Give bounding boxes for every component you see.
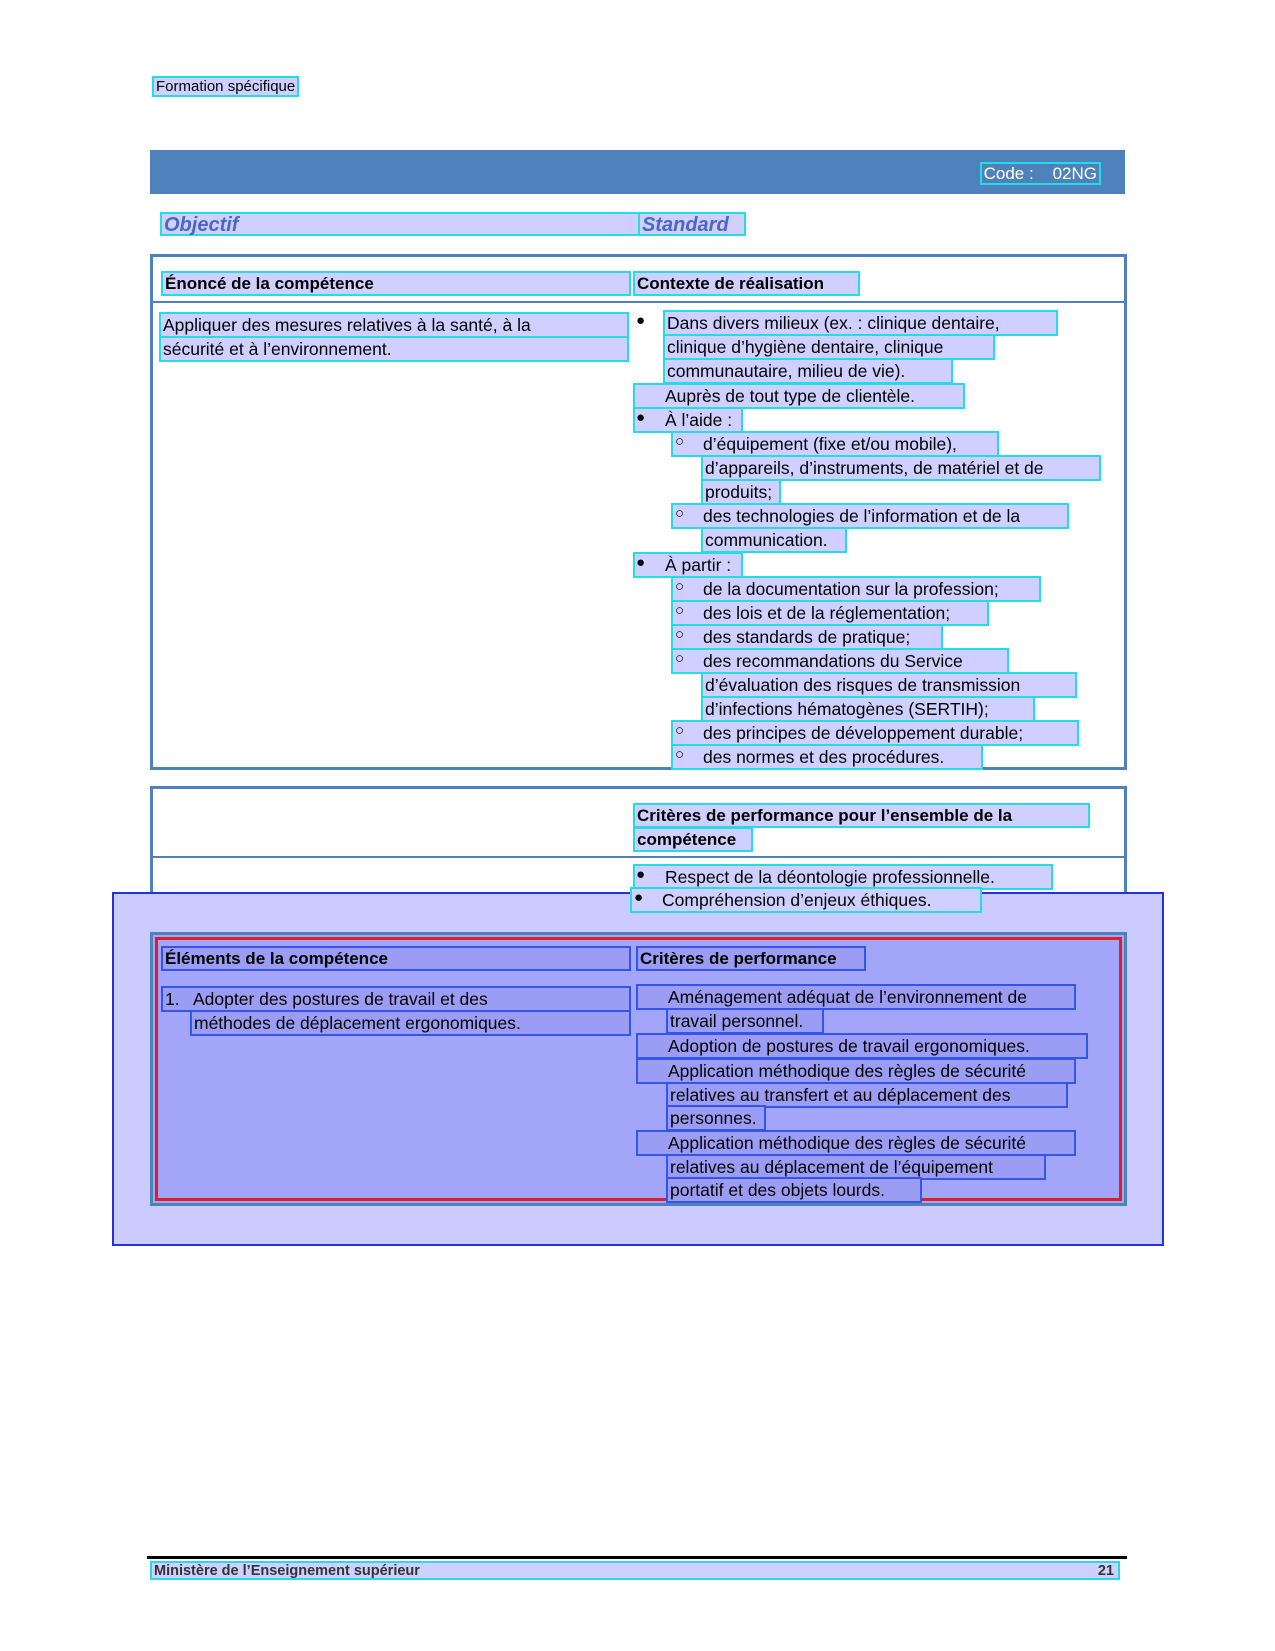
- critere-2: Adoption de postures de travail ergonomiques.: [636, 1033, 1088, 1059]
- standard-title: Standard: [638, 212, 746, 236]
- critere-4-line-3: portatif et des objets lourds.: [666, 1177, 922, 1203]
- contexte-sub-1-line-3: produits;: [701, 479, 781, 505]
- footer-ministry: Ministère de l’Enseignement supérieur: [154, 1563, 420, 1579]
- circle-bullet-icon: ○: [675, 602, 685, 619]
- elements-left-header: Éléments de la compétence: [161, 946, 631, 971]
- elements-table: [150, 932, 1127, 1206]
- contexte-sub-6-line-1: des recommandations du Service: [671, 648, 1009, 674]
- circle-bullet-icon: ○: [675, 650, 685, 667]
- element-number: 1.: [165, 989, 180, 1009]
- critere-1-line-1: Aménagement adéquat de l’environnement de: [636, 984, 1076, 1010]
- contexte-sub-3: de la documentation sur la profession;: [671, 576, 1041, 602]
- page-number: 21: [1097, 1563, 1114, 1579]
- code-bar: [150, 150, 1125, 194]
- objectif-title: Objectif: [160, 212, 654, 236]
- code-label: Code : 02NG: [980, 162, 1101, 185]
- contexte-item-1-line-3: communautaire, milieu de vie).: [663, 358, 953, 384]
- footer-rule: [147, 1556, 1127, 1559]
- critere-4-line-1: Application méthodique des règles de sécurité: [636, 1130, 1076, 1156]
- contexte-item-1-line-2: clinique d’hygiène dentaire, clinique: [663, 334, 995, 360]
- row-divider: [153, 301, 1124, 303]
- circle-bullet-icon: ○: [675, 433, 685, 450]
- page-header-section: Formation spécifique: [152, 76, 299, 97]
- contexte-sub-2-line-2: communication.: [701, 527, 847, 553]
- criteres-ensemble-item-1: Respect de la déontologie professionnelle.: [633, 864, 1053, 890]
- enonce-line-2: sécurité et à l’environnement.: [159, 336, 629, 362]
- bullet-icon: ●: [636, 312, 646, 329]
- contexte-item-2: Auprès de tout type de clientèle.: [633, 383, 965, 409]
- footer: [150, 1561, 1120, 1580]
- contexte-sub-5: des standards de pratique;: [671, 624, 943, 650]
- contexte-sub-1-line-1: d’équipement (fixe et/ou mobile),: [671, 431, 999, 457]
- contexte-sub-2-line-1: des technologies de l’information et de la: [671, 503, 1069, 529]
- enonce-header: Énoncé de la compétence: [161, 271, 631, 296]
- criteres-ensemble-header-line-2: compétence: [633, 827, 753, 852]
- contexte-sub-1-line-2: d’appareils, d’instruments, de matériel et de: [701, 455, 1101, 481]
- enonce-line-1: Appliquer des mesures relatives à la santé, à la: [159, 312, 629, 338]
- elements-right-header: Critères de performance: [636, 946, 866, 971]
- critere-1-line-2: travail personnel.: [666, 1008, 824, 1034]
- critere-3-line-2: relatives au transfert et au déplacement des: [666, 1082, 1068, 1108]
- circle-bullet-icon: ○: [675, 505, 685, 522]
- contexte-sub-8: des normes et des procédures.: [671, 744, 983, 770]
- critere-3-line-3: personnes.: [666, 1105, 766, 1131]
- contexte-item-3: À l’aide :: [633, 407, 743, 433]
- circle-bullet-icon: ○: [675, 626, 685, 643]
- row-divider: [153, 856, 1124, 858]
- criteres-ensemble-item-2: Compréhension d’enjeux éthiques.: [630, 887, 982, 913]
- critere-4-line-2: relatives au déplacement de l’équipement: [666, 1154, 1046, 1180]
- contexte-sub-6-line-3: d’infections hématogènes (SERTIH);: [701, 696, 1035, 722]
- bullet-icon: ●: [636, 409, 646, 426]
- criteres-ensemble-header-line-1: Critères de performance pour l’ensemble de la: [633, 803, 1090, 828]
- element-line-2: méthodes de déplacement ergonomiques.: [190, 1010, 631, 1036]
- element-line-1: [161, 986, 631, 1012]
- contexte-item-1-line-1: Dans divers milieux (ex. : clinique dentaire,: [663, 310, 1058, 336]
- bullet-icon: ●: [636, 554, 646, 571]
- elements-selection-frame: [155, 937, 1122, 1201]
- contexte-sub-7: des principes de développement durable;: [671, 720, 1079, 746]
- element-line-1-text: Adopter des postures de travail et des: [193, 989, 488, 1009]
- contexte-item-4: À partir :: [633, 552, 743, 578]
- circle-bullet-icon: ○: [675, 722, 685, 739]
- contexte-header: Contexte de réalisation: [633, 271, 860, 296]
- competence-table: [150, 254, 1127, 770]
- circle-bullet-icon: ○: [675, 746, 685, 763]
- bullet-icon: ●: [634, 889, 644, 906]
- critere-3-line-1: Application méthodique des règles de sécurité: [636, 1058, 1076, 1084]
- contexte-sub-4: des lois et de la réglementation;: [671, 600, 989, 626]
- contexte-sub-6-line-2: d’évaluation des risques de transmission: [701, 672, 1077, 698]
- circle-bullet-icon: ○: [675, 578, 685, 595]
- bullet-icon: ●: [636, 866, 646, 883]
